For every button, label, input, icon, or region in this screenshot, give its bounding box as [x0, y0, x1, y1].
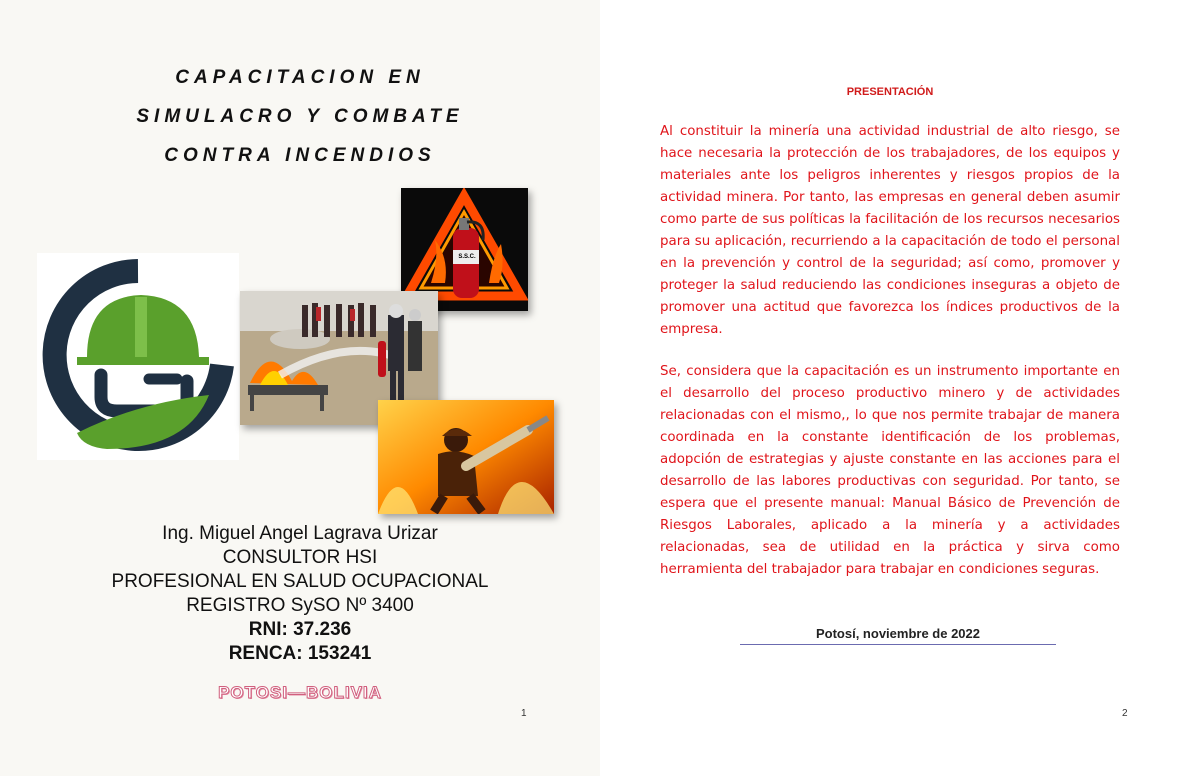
extinguisher-label: S.S.C.	[458, 254, 476, 260]
presentation-paragraph-1: Al constituir la minería una actividad industrial de alto riesgo, se hace necesaria la protección de los trabajadores, de los equipos y materiales ante los peligros inherentes y riesgos propios de la actividad minera. Por tanto, las empresas en general deben asumir como parte de sus políticas la facilitación de los recursos necesarios para su aplicación, recurriendo a la capacitación de todo el personal en la prevención y control de la seguridad; así como, promover y proteger la salud reduciendo las condiciones inseguras a objeto de promover una actitud que favorezca los índices productivos de la empresa.	[660, 124, 1120, 337]
author-renca: RENCA: 153241	[228, 643, 372, 664]
cover-title	[0, 58, 600, 175]
author-block	[0, 522, 600, 666]
presentation-paragraph-2: Se, considera que la capacitación es un instrumento importante en el desarrollo del proceso productivo minero y de actividades relacionadas con el mismo,, lo que nos permite trabajar de manera coordinada en la constante identificación de los problemas, adopción de estrategias y ajuste constante en las acciones para el desarrollo de las labores productivas con seguridad. Por tanto, se espera que el presente manual: Manual Básico de Prevención de Riesgos Laborales, aplicado a la minería y a actividades relacionadas, sea de utilidad en la práctica y sirva como herramienta del trabajador para trabajar en condiciones seguras.	[660, 364, 1120, 577]
helmet-logo-icon	[37, 253, 239, 460]
page-number-1: 1	[521, 708, 527, 719]
cover-location: POTOSI—BOLIVIA	[218, 683, 382, 702]
cover-title-line-3: CONTRA INCENDIOS	[164, 145, 436, 166]
author-role: CONSULTOR HSI	[222, 547, 378, 568]
author-registry: REGISTRO SySO Nº 3400	[186, 595, 414, 616]
firefighter-photo	[378, 400, 554, 514]
company-logo	[37, 253, 239, 460]
author-name: Ing. Miguel Angel Lagrava Urizar	[162, 523, 438, 544]
author-profession: PROFESIONAL EN SALUD OCUPACIONAL	[111, 571, 489, 592]
author-rni: RNI: 37.236	[248, 619, 352, 640]
cover-title-line-2: SIMULACRO Y COMBATE	[136, 106, 464, 127]
cover-title-line-1: CAPACITACION EN	[175, 67, 425, 88]
presentation-date: Potosí, noviembre de 2022	[740, 626, 1056, 645]
page-number-2: 2	[1122, 708, 1128, 719]
presentation-heading: PRESENTACIÓN	[846, 86, 934, 98]
firefighter-flames-icon	[378, 400, 554, 514]
